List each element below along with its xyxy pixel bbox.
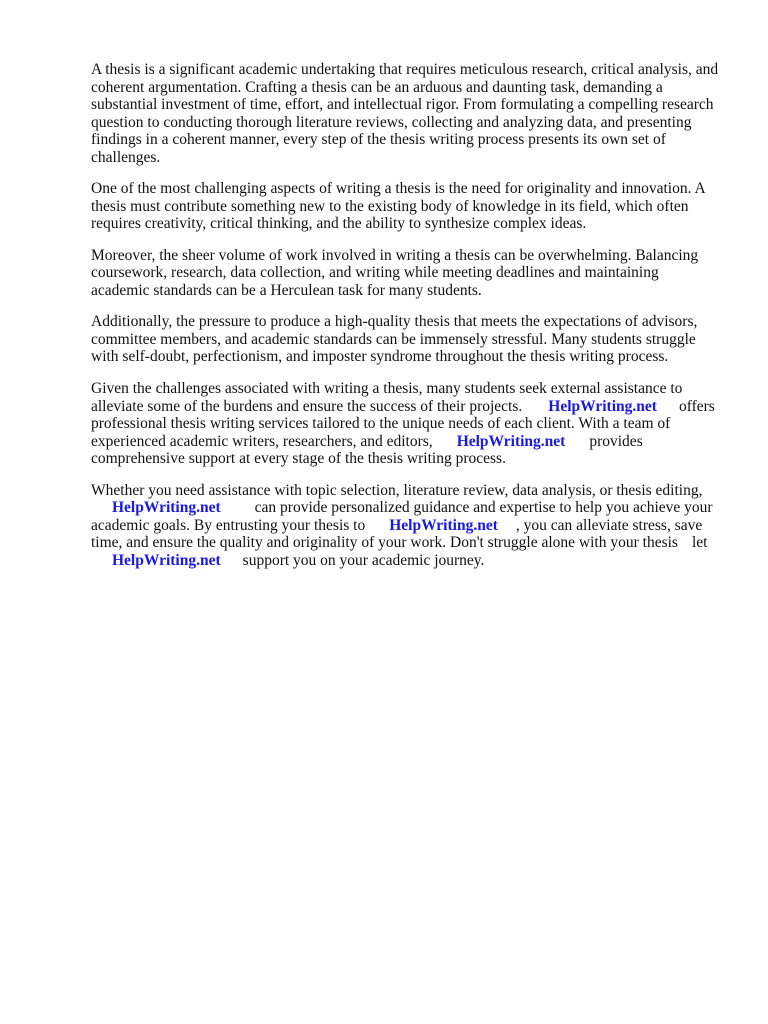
- paragraph-5-line-4-tail: provides: [589, 432, 643, 450]
- paragraph-3-line-2: coursework, research, data collection, and writing while meeting deadlines and maintaining: [91, 264, 659, 281]
- paragraph-3-line-1: Moreover, the sheer volume of work involved in writing a thesis can be overwhelming. Balancing: [91, 246, 699, 264]
- paragraph-5-line-2: [91, 398, 715, 416]
- paragraph-2-line-1: One of the most challenging aspects of writing a thesis is the need for originality and innovation. A: [91, 180, 706, 197]
- paragraph-6-line-4-text: time, and ensure the quality and originality of your work. Don't struggle alone with your thesis: [91, 534, 678, 551]
- paragraph-6-line-5-text: support you on your academic journey.: [242, 551, 485, 569]
- paragraph-5-line-5: comprehensive support at every stage of the thesis writing process.: [91, 450, 506, 467]
- paragraph-5-line-2-text: alleviate some of the burdens and ensure the success of their projects.: [91, 397, 523, 415]
- paragraph-6-line-4: [91, 534, 707, 552]
- paragraph-5-line-4-text: experienced academic writers, researchers, and editors,: [91, 432, 433, 450]
- paragraph-6-line-4-tail: let: [691, 534, 708, 551]
- helpwriting-link-3[interactable]: HelpWriting.net: [112, 499, 221, 516]
- paragraph-2-line-3: requires creativity, critical thinking, and the ability to synthesize complex ideas.: [91, 215, 587, 232]
- paragraph-1-line-4: question to conducting thorough literature reviews, collecting and analyzing data, and presenting: [91, 113, 692, 131]
- paragraph-1-line-2: coherent argumentation. Crafting a thesis can be an arduous and daunting task, demanding a: [91, 78, 663, 96]
- paragraph-5-line-3: professional thesis writing services tailored to the unique needs of each client. With a team of: [91, 415, 671, 432]
- paragraph-5-line-2-tail: offers: [678, 397, 715, 415]
- paragraph-6-line-2-text: can provide personalized guidance and expertise to help you achieve your: [254, 499, 713, 516]
- helpwriting-link-1[interactable]: HelpWriting.net: [548, 397, 657, 415]
- helpwriting-link-4[interactable]: HelpWriting.net: [389, 516, 498, 534]
- paragraph-3-line-3: academic standards can be a Herculean task for many students.: [91, 281, 482, 299]
- paragraph-5-line-4: [91, 433, 643, 451]
- paragraph-5-line-1: Given the challenges associated with writing a thesis, many students seek external assistance to: [91, 380, 683, 397]
- paragraph-6-line-2: [91, 499, 713, 517]
- helpwriting-link-2[interactable]: HelpWriting.net: [456, 432, 566, 450]
- paragraph-4-line-1: Additionally, the pressure to produce a high-quality thesis that meets the expectations of advisors,: [91, 313, 698, 330]
- paragraph-4-line-2: committee members, and academic standards can be immensely stressful. Many students struggle: [91, 330, 696, 348]
- paragraph-6-line-3-text: academic goals. By entrusting your thesis to: [91, 516, 366, 534]
- paragraph-1-line-5: findings in a coherent manner, every step of the thesis writing process presents its own set of: [91, 131, 666, 148]
- paragraph-1-line-1: A thesis is a significant academic undertaking that requires meticulous research, critical analysis, and: [91, 61, 719, 78]
- paragraph-6-line-1: Whether you need assistance with topic selection, literature review, data analysis, or thesis editing,: [91, 481, 703, 499]
- helpwriting-link-5[interactable]: HelpWriting.net: [112, 551, 221, 569]
- paragraph-1-line-6: challenges.: [91, 148, 161, 166]
- paragraph-6-line-5: [91, 552, 484, 570]
- paragraph-4-line-3: with self-doubt, perfectionism, and imposter syndrome throughout the thesis writing process.: [91, 348, 669, 365]
- paragraph-6-line-3-tail: , you can alleviate stress, save: [515, 516, 703, 534]
- paragraph-2-line-2: thesis must contribute something new to the existing body of knowledge in its field, which often: [91, 197, 689, 215]
- paragraph-6-line-3: [91, 517, 702, 535]
- paragraph-1-line-3: substantial investment of time, effort, and intellectual rigor. From formulating a compelling research: [91, 96, 714, 113]
